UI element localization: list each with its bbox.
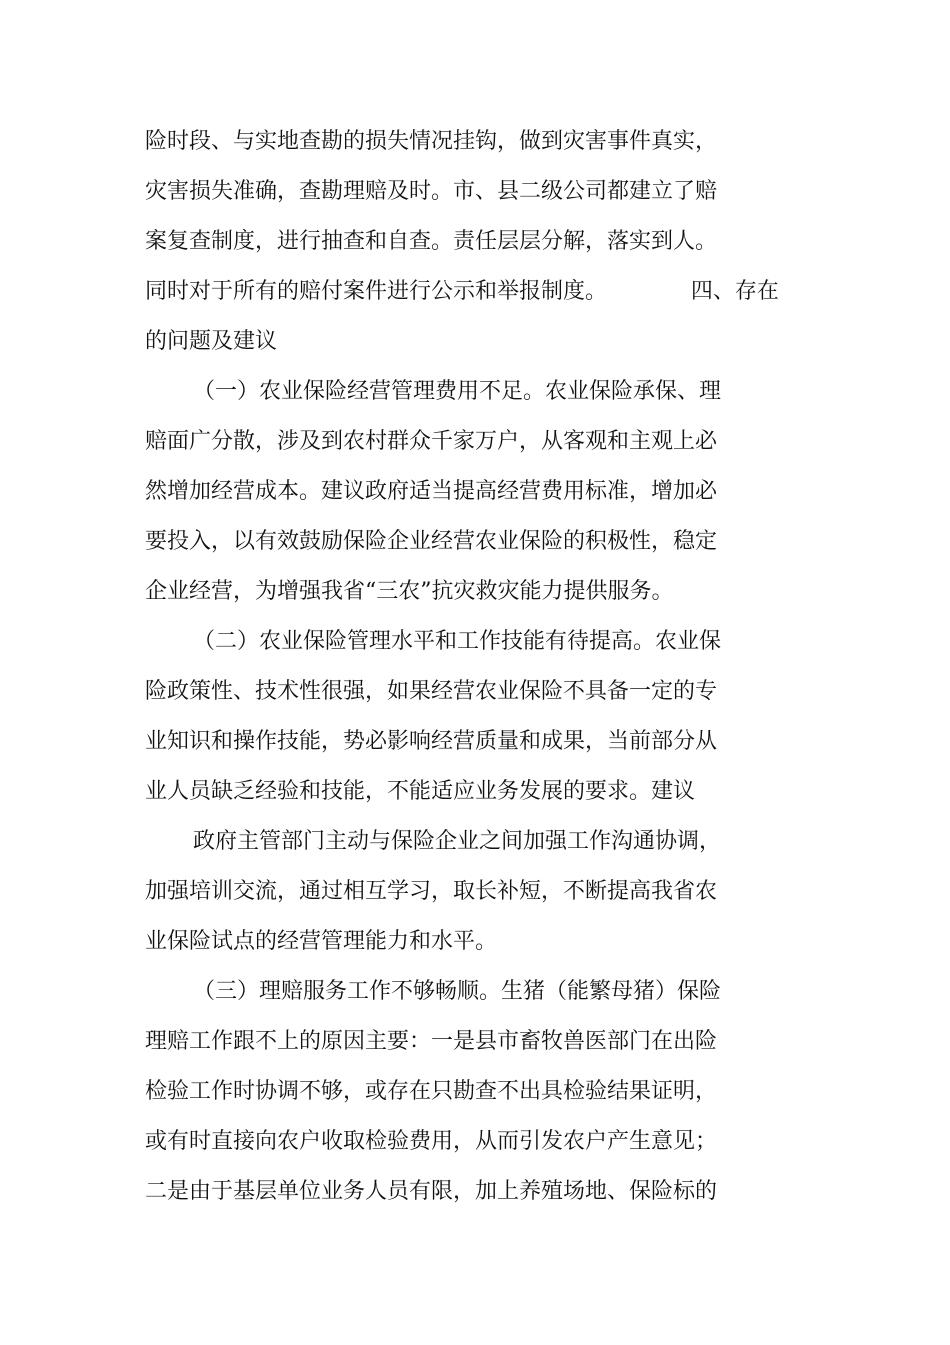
paragraph-heading-2: （二）农业保险管理水平和工作技能有待提高。农业保 bbox=[193, 629, 722, 654]
text-line: 检验工作时协调不够，或存在只勘查不出具检验结果证明， bbox=[145, 1079, 718, 1104]
text-line: 险时段、与实地查勘的损失情况挂钩，做到灾害事件真实， bbox=[145, 129, 718, 154]
text-line: 理赔工作跟不上的原因主要：一是县市畜牧兽医部门在出险 bbox=[145, 1029, 718, 1054]
text-line: 业人员缺乏经验和技能，不能适应业务发展的要求。建议 bbox=[145, 779, 696, 804]
text-line: 灾害损失准确，查勘理赔及时。市、县二级公司都建立了赔 bbox=[145, 179, 718, 204]
text-line: 业保险试点的经营管理能力和水平。 bbox=[145, 929, 498, 954]
text-line: 的问题及建议 bbox=[145, 329, 278, 354]
text-line: 业知识和操作技能，势必影响经营质量和成果，当前部分从 bbox=[145, 729, 718, 754]
text-line: 二是由于基层单位业务人员有限，加上养殖场地、保险标的 bbox=[145, 1179, 718, 1204]
text-line: 要投入，以有效鼓励保险企业经营农业保险的积极性，稳定 bbox=[145, 529, 718, 554]
text-line: 赔面广分散，涉及到农村群众千家万户，从客观和主观上必 bbox=[145, 429, 718, 454]
paragraph-heading-1: （一）农业保险经营管理费用不足。农业保险承保、理 bbox=[193, 379, 722, 404]
text-line: 企业经营，为增强我省“三农”抗灾救灾能力提供服务。 bbox=[145, 579, 674, 604]
text-line: 或有时直接向农户收取检验费用，从而引发农户产生意见； bbox=[145, 1129, 718, 1154]
text-line: 然增加经营成本。建议政府适当提高经营费用标准，增加必 bbox=[145, 479, 718, 504]
text-line: 加强培训交流，通过相互学习，取长补短，不断提高我省农 bbox=[145, 879, 718, 904]
text-line: 险政策性、技术性很强，如果经营农业保险不具备一定的专 bbox=[145, 679, 718, 704]
text-line: 政府主管部门主动与保险企业之间加强工作沟通协调， bbox=[193, 829, 722, 854]
text-line: 同时对于所有的赔付案件进行公示和举报制度。 四、存在 bbox=[145, 279, 779, 304]
paragraph-heading-3: （三）理赔服务工作不够畅顺。生猪（能繁母猪）保险 bbox=[193, 979, 722, 1004]
text-line: 案复查制度，进行抽查和自查。责任层层分解，落实到人。 bbox=[145, 229, 718, 254]
